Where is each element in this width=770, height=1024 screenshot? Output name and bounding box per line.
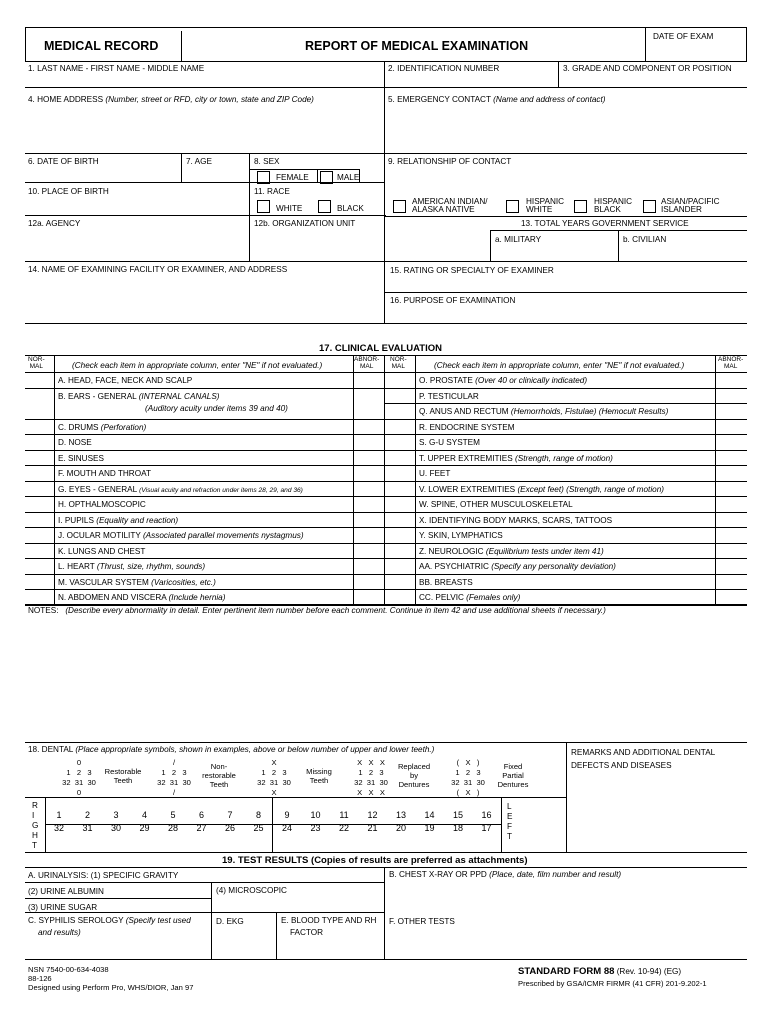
normal-cell[interactable] [386,389,414,403]
row-divider [25,496,385,497]
normal-cell[interactable] [386,373,414,387]
medical-record-label: MEDICAL RECORD [44,39,159,53]
race-hispanic-black-label: HISPANIC BLACK [594,197,633,215]
normal-cell[interactable] [27,373,53,387]
microscopic-label: (4) MICROSCOPIC [216,886,287,895]
normal-cell[interactable] [27,466,53,480]
clinical-evaluation-title: 17. CLINICAL EVALUATION [319,343,442,354]
right-letter: G [32,821,39,830]
home-address-label: 4. HOME ADDRESS (Number, street or RFD, city or town, state and ZIP Code) [28,95,314,104]
clinical-item-left: A. HEAD, FACE, NECK AND SCALP [58,376,193,385]
clinical-item-left: N. ABDOMEN AND VISCERA (Include hernia) [58,593,226,602]
abnormal-cell[interactable] [355,544,383,558]
lower-tooth-number[interactable]: 25 [253,823,264,833]
row-divider [384,543,747,544]
normal-cell[interactable] [386,544,414,558]
footer-left: NSN 7540-00-634-4038 88-126 Designed using Perform Pro, WHS/DIOR, Jan 97 [28,965,194,992]
normal-cell[interactable] [27,559,53,573]
row-divider [384,558,747,559]
abnormal-cell[interactable] [355,513,383,527]
clinical-item-right: P. TESTICULAR [419,391,479,401]
row-divider [25,512,385,513]
normal-cell[interactable] [27,420,53,434]
upper-tooth-number[interactable]: 12 [367,810,378,820]
instruction-left: (Check each item in appropriate column, enter "NE" if not evaluated.) [72,361,323,370]
notes-label: NOTES: (Describe every abnormality in detail. Enter pertinent item number before each comment. Continue in item 42 and use additional sheets if necessary.) [28,606,606,615]
row-divider [384,512,747,513]
syphilis-serology-label: C. SYPHILIS SEROLOGY (Specify test used [28,916,191,925]
normal-cell[interactable] [386,575,414,589]
row-divider [25,589,385,590]
place-of-birth-label: 10. PLACE OF BIRTH [28,187,109,196]
row-divider [25,372,385,373]
row-divider [384,496,747,497]
dental-example-label: Non- restorable Teeth [202,762,236,789]
abnormal-cell[interactable] [717,544,746,558]
lower-tooth-number[interactable]: 24 [281,823,292,833]
sex-label: 8. SEX [254,157,280,166]
abnormal-cell[interactable] [717,420,746,434]
home-address-field[interactable] [26,108,383,150]
test-results-title: 19. TEST RESULTS (Copies of results are preferred as attachments) [222,855,528,866]
clinical-item-left: J. OCULAR MOTILITY (Associated parallel movements nystagmus) [58,531,304,540]
normal-cell[interactable] [27,389,53,403]
right-letter: H [32,831,38,840]
abnormal-cell[interactable] [355,528,383,542]
dental-example-symbol: 0 1 2 3 32 31 30 0 [62,758,96,797]
lower-tooth-number[interactable]: 17 [481,823,492,833]
left-letter: E [507,812,513,821]
right-letter: T [32,841,38,850]
clinical-item-right: U. FEET [419,469,451,478]
normal-cell[interactable] [386,482,414,496]
abnormal-cell[interactable] [717,451,746,465]
abnormal-cell[interactable] [355,559,383,573]
row-divider [25,543,385,544]
upper-tooth-number[interactable]: 14 [424,810,435,820]
normal-cell[interactable] [27,590,53,604]
clinical-item-left: F. MOUTH AND THROAT [58,469,151,478]
abnormal-cell[interactable] [717,389,746,403]
clinical-item-right: S. G-U SYSTEM [419,438,480,447]
clinical-item-right: W. SPINE, OTHER MUSCULOSKELETAL [419,500,573,509]
date-of-exam-label: DATE OF EXAM [653,32,714,41]
clinical-item-right: Y. SKIN, LYMPHATICS [419,531,503,540]
dental-remarks-field[interactable] [568,772,746,850]
race-black-checkbox[interactable] [318,200,331,213]
race-american-indian-checkbox[interactable] [393,200,406,213]
lower-tooth-number[interactable]: 22 [338,823,349,833]
normal-cell[interactable] [386,559,414,573]
row-divider [384,450,747,451]
total-years-label: 13. TOTAL YEARS GOVERNMENT SERVICE [521,219,689,228]
ekg-label: D. EKG [216,917,244,926]
abnormal-cell[interactable] [355,482,383,496]
identification-number-label: 2. IDENTIFICATION NUMBER [388,64,500,73]
row-divider [25,574,385,575]
left-letter: L [507,802,512,811]
row-divider [384,403,747,404]
dental-example-symbol: ( X ) 1 2 3 32 31 30 ( X ) [451,758,485,797]
clinical-item-left: E. SINUSES [58,453,104,463]
row-divider [25,481,385,482]
clinical-item-left: B. EARS - GENERAL (INTERNAL CANALS) [58,391,220,401]
abnormal-column-left: ABNOR- MAL [354,356,380,370]
abnormal-cell[interactable] [717,575,746,589]
organization-unit-label: 12b. ORGANIZATION UNIT [254,219,356,228]
row-divider [384,481,747,482]
grade-field[interactable] [560,74,746,86]
dental-example-label: Replaced by Dentures [397,762,431,789]
normal-column-right: NOR- MAL [390,356,407,370]
race-label: 11. RACE [254,187,290,196]
blood-type-label: E. BLOOD TYPE AND RH [281,916,377,925]
prescribed-by-label: Prescribed by GSA/ICMR FIRMR (41 CFR) 201-9.202-1 [518,979,707,988]
row-divider [384,372,747,373]
notes-field[interactable] [26,618,746,740]
normal-cell[interactable] [386,590,414,604]
normal-cell[interactable] [386,420,414,434]
race-hispanic-white-label: HISPANIC WHITE [526,197,565,215]
female-label: FEMALE [276,173,309,182]
clinical-item-left: M. VASCULAR SYSTEM (Varicosities, etc.) [58,577,216,587]
row-divider [384,434,747,435]
row-divider [384,574,747,575]
normal-cell[interactable] [27,528,53,542]
examining-facility-field[interactable] [26,276,383,322]
right-letter: I [32,811,35,820]
normal-cell[interactable] [27,513,53,527]
race-black-label: BLACK [337,204,364,213]
normal-cell[interactable] [386,513,414,527]
lower-tooth-number[interactable]: 18 [452,823,463,833]
dental-example-symbol: X 1 2 3 32 31 30 X [257,758,291,797]
race-hispanic-black-checkbox[interactable] [574,200,587,213]
dental-example-label: Fixed Partial Dentures [497,762,529,789]
normal-cell[interactable] [386,435,414,449]
blood-type-factor-label: FACTOR [290,928,324,937]
normal-cell[interactable] [27,451,53,465]
upper-tooth-number[interactable]: 9 [284,810,290,820]
upper-tooth-number[interactable]: 15 [452,810,463,820]
emergency-contact-label: 5. EMERGENCY CONTACT (Name and address of contact) [388,95,606,104]
normal-cell[interactable] [386,466,414,480]
male-label: MALE [337,173,360,182]
normal-cell[interactable] [27,435,53,449]
clinical-item-left: K. LUNGS AND CHEST [58,546,146,556]
abnormal-cell[interactable] [355,420,383,434]
ears-auditory-note: (Auditory acuity under items 39 and 40) [145,404,288,413]
abnormal-cell[interactable] [717,466,746,480]
dental-example-label: Restorable Teeth [104,767,142,785]
dental-remarks-label: REMARKS AND ADDITIONAL DENTAL DEFECTS AND DISEASES [571,748,716,770]
military-years-label: a. MILITARY [495,235,542,244]
abnormal-cell[interactable] [717,513,746,527]
abnormal-cell[interactable] [355,389,383,403]
abnormal-cell[interactable] [355,575,383,589]
abnormal-cell[interactable] [717,404,746,418]
chest-xray-label: B. CHEST X-RAY OR PPD (Place, date, film number and result) [389,870,622,879]
race-hispanic-white-checkbox[interactable] [506,200,519,213]
row-divider [25,465,385,466]
agency-label: 12a. AGENCY [28,219,81,228]
normal-cell[interactable] [386,528,414,542]
left-letter: F [507,822,513,831]
row-divider [25,434,385,435]
row-divider [384,388,747,389]
left-letter: T [507,832,513,841]
abnormal-cell[interactable] [717,482,746,496]
race-american-indian-label: AMERICAN INDIAN/ ALASKA NATIVE [412,197,488,215]
lower-tooth-number[interactable]: 30 [110,823,121,833]
normal-cell[interactable] [27,575,53,589]
age-label: 7. AGE [186,157,212,166]
abnormal-cell[interactable] [355,466,383,480]
rating-specialty-label: 15. RATING OR SPECIALTY OF EXAMINER [390,266,554,275]
abnormal-column-right: ABNOR- MAL [718,356,744,370]
lower-tooth-number[interactable]: 21 [367,823,378,833]
row-divider [25,527,385,528]
last-name-label: 1. LAST NAME - FIRST NAME - MIDDLE NAME [28,64,205,73]
normal-column-left: NOR- MAL [28,356,45,370]
normal-cell[interactable] [27,482,53,496]
civilian-years-label: b. CIVILIAN [623,235,667,244]
abnormal-cell[interactable] [355,373,383,387]
date-of-exam-field[interactable] [646,44,745,60]
upper-tooth-number[interactable]: 8 [255,810,261,820]
lower-tooth-number[interactable]: 31 [82,823,93,833]
dental-example-symbol: / 1 2 3 32 31 30 / [157,758,191,797]
clinical-item-right: CC. PELVIC (Females only) [419,593,521,602]
abnormal-cell[interactable] [355,451,383,465]
clinical-item-right: T. UPPER EXTREMITIES (Strength, range of motion) [419,453,613,463]
normal-cell[interactable] [386,497,414,511]
abnormal-cell[interactable] [717,373,746,387]
normal-cell[interactable] [27,544,53,558]
identification-number-field[interactable] [386,74,557,86]
clinical-item-left: I. PUPILS (Equality and reaction) [58,515,179,525]
lower-tooth-number[interactable]: 20 [395,823,406,833]
race-asian-label: ASIAN/PACIFIC ISLANDER [661,197,720,215]
abnormal-cell[interactable] [717,559,746,573]
dental-example-symbol: X X X 1 2 3 32 31 30 X X X [354,758,388,797]
lower-tooth-number[interactable]: 27 [196,823,207,833]
clinical-item-left: G. EYES - GENERAL (Visual acuity and refraction under items 28, 29, and 36) [58,484,303,494]
form-title: REPORT OF MEDICAL EXAMINATION [305,39,529,53]
upper-tooth-number[interactable]: 4 [141,810,147,820]
relationship-label: 9. RELATIONSHIP OF CONTACT [388,157,512,166]
upper-tooth-number[interactable]: 6 [198,810,204,820]
normal-cell[interactable] [386,404,414,418]
urine-sugar-label: (3) URINE SUGAR [28,903,98,912]
race-white-label: WHITE [276,204,303,213]
upper-tooth-number[interactable]: 5 [170,810,176,820]
row-divider [25,388,385,389]
abnormal-cell[interactable] [717,435,746,449]
row-divider [384,527,747,528]
clinical-item-right: X. IDENTIFYING BODY MARKS, SCARS, TATTOOS [419,515,613,525]
clinical-item-right: R. ENDOCRINE SYSTEM [419,422,515,432]
urine-albumin-label: (2) URINE ALBUMIN [28,887,104,896]
row-divider [384,465,747,466]
normal-cell[interactable] [27,497,53,511]
row-divider [384,419,747,420]
clinical-item-right: V. LOWER EXTREMITIES (Except feet) (Strength, range of motion) [419,484,664,494]
lower-tooth-number[interactable]: 28 [167,823,178,833]
date-of-birth-label: 6. DATE OF BIRTH [28,157,99,166]
abnormal-cell[interactable] [717,590,746,604]
name-field[interactable] [26,74,383,86]
upper-tooth-number[interactable]: 10 [310,810,321,820]
row-divider [384,589,747,590]
instruction-right: (Check each item in appropriate column, enter "NE" if not evaluated.) [434,361,685,370]
clinical-item-left: L. HEART (Thrust, size, rhythm, sounds) [58,562,206,571]
upper-tooth-number[interactable]: 11 [339,810,349,820]
normal-cell[interactable] [386,451,414,465]
examining-facility-label: 14. NAME OF EXAMINING FACILITY OR EXAMINER, AND ADDRESS [28,265,288,274]
lower-tooth-number[interactable]: 23 [310,823,321,833]
lower-tooth-number[interactable]: 26 [224,823,235,833]
upper-tooth-number[interactable]: 3 [113,810,119,820]
clinical-item-left: H. OPTHALMOSCOPIC [58,500,146,509]
abnormal-cell[interactable] [717,497,746,511]
row-divider [25,558,385,559]
abnormal-cell[interactable] [355,590,383,604]
abnormal-cell[interactable] [355,435,383,449]
upper-tooth-number[interactable]: 2 [84,810,90,820]
upper-tooth-number[interactable]: 7 [227,810,233,820]
standard-form-label: STANDARD FORM 88 (Rev. 10-94) (EG) [518,966,682,977]
lower-tooth-number[interactable]: 32 [53,823,64,833]
race-asian-checkbox[interactable] [643,200,656,213]
dental-example-label: Missing Teeth [306,767,332,785]
clinical-item-right: BB. BREASTS [419,577,473,587]
purpose-label: 16. PURPOSE OF EXAMINATION [390,296,516,305]
lower-tooth-number[interactable]: 19 [424,823,435,833]
race-white-checkbox[interactable] [257,200,270,213]
clinical-item-left: D. NOSE [58,438,92,447]
abnormal-cell[interactable] [717,528,746,542]
syphilis-hint: and results) [38,928,81,937]
upper-tooth-number[interactable]: 1 [56,810,62,820]
row-divider [25,450,385,451]
clinical-item-right: Q. ANUS AND RECTUM (Hemorrhoids, Fistulae) (Hemocult Results) [419,407,669,416]
upper-tooth-number[interactable]: 16 [481,810,492,820]
urinalysis-label: A. URINALYSIS: (1) SPECIFIC GRAVITY [28,871,179,880]
row-divider [25,419,385,420]
clinical-item-right: Z. NEUROLOGIC (Equilibrium tests under item 41) [419,546,604,556]
clinical-item-right: O. PROSTATE (Over 40 or clinically indicated) [419,376,588,385]
clinical-item-left: C. DRUMS (Perforation) [58,422,147,432]
emergency-contact-field[interactable] [386,108,746,150]
clinical-item-right: AA. PSYCHIATRIC (Specify any personality deviation) [419,562,616,571]
right-letter: R [32,801,38,810]
upper-tooth-number[interactable]: 13 [395,810,406,820]
lower-tooth-number[interactable]: 29 [139,823,150,833]
dental-label: 18. DENTAL (Place appropriate symbols, shown in examples, above or below number of upper and lower teeth.) [28,745,435,754]
grade-component-label: 3. GRADE AND COMPONENT OR POSITION [563,64,732,73]
abnormal-cell[interactable] [355,497,383,511]
other-tests-label: F. OTHER TESTS [389,917,455,926]
